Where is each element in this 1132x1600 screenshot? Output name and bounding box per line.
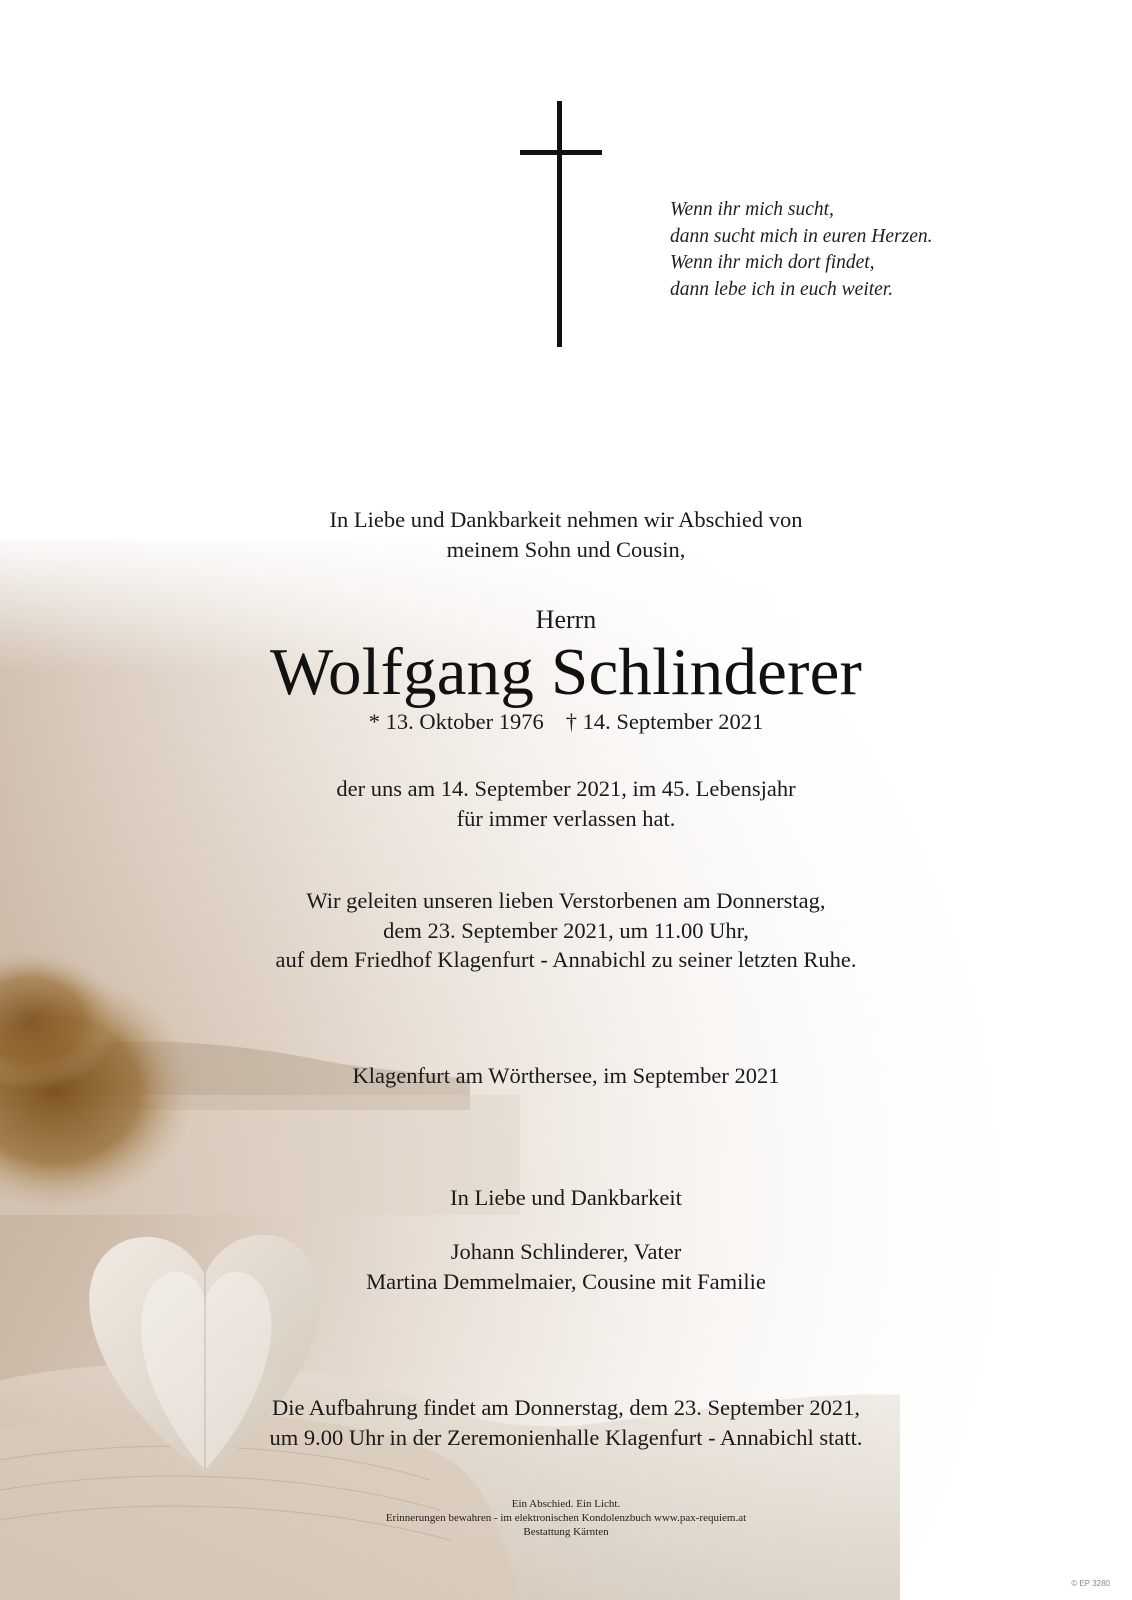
memorial-quote — [670, 197, 932, 303]
viewing-line: Die Aufbahrung findet am Donnerstag, dem 23. September 2021, — [272, 1395, 860, 1420]
notice-line: für immer verlassen hat. — [456, 805, 676, 831]
deceased-name: Wolfgang Schlinderer — [269, 635, 863, 709]
place-and-date: Klagenfurt am Wörthersee, im September 2021 — [352, 1063, 780, 1088]
quote-line: Wenn ihr mich sucht, — [670, 199, 834, 220]
life-dates — [0, 707, 1132, 737]
quote-line: dann lebe ich in euch weiter. — [670, 278, 894, 300]
footer-credits — [0, 1497, 1132, 1539]
quote-line: dann sucht mich in euren Herzen. — [670, 225, 933, 247]
birth-date: * 13. Oktober 1976 — [368, 709, 544, 734]
footer-line: Bestattung Kärnten — [523, 1526, 609, 1538]
mourner: Johann Schlinderer, Vater — [450, 1239, 682, 1264]
closing-greeting: In Liebe und Dankbarkeit — [450, 1185, 682, 1210]
deceased-title: Herrn — [535, 605, 597, 634]
mourners-list — [0, 1237, 1132, 1296]
mourner: Martina Demmelmaier, Cousine mit Familie — [366, 1268, 766, 1294]
footer-line: Erinnerungen bewahren - im elektronischen Kondolenzbuch www.pax-requiem.at — [385, 1512, 747, 1524]
death-date: † 14. September 2021 — [565, 709, 764, 734]
viewing-details — [0, 1393, 1132, 1452]
quote-line: Wenn ihr mich dort findet, — [670, 252, 875, 273]
funeral-line: Wir geleiten unseren lieben Verstorbenen am Donnerstag, — [306, 888, 826, 913]
intro-line: In Liebe und Dankbarkeit nehmen wir Abschied von — [329, 507, 803, 532]
notice-line: der uns am 14. September 2021, im 45. Lebensjahr — [336, 776, 796, 801]
viewing-line: um 9.00 Uhr in der Zeremonienhalle Klagenfurt - Annabichl statt. — [269, 1424, 863, 1450]
funeral-line: auf dem Friedhof Klagenfurt - Annabichl zu seiner letzten Ruhe. — [275, 947, 857, 972]
footer-line: Ein Abschied. Ein Licht. — [511, 1498, 621, 1510]
funeral-line: dem 23. September 2021, um 11.00 Uhr, — [383, 917, 749, 943]
intro-line: meinem Sohn und Cousin, — [446, 536, 686, 562]
design-code: © EP 3280 — [1071, 1579, 1110, 1588]
farewell-intro — [0, 505, 1132, 564]
funeral-details — [0, 886, 1132, 975]
death-notice — [0, 774, 1132, 833]
cross-icon — [520, 101, 602, 347]
